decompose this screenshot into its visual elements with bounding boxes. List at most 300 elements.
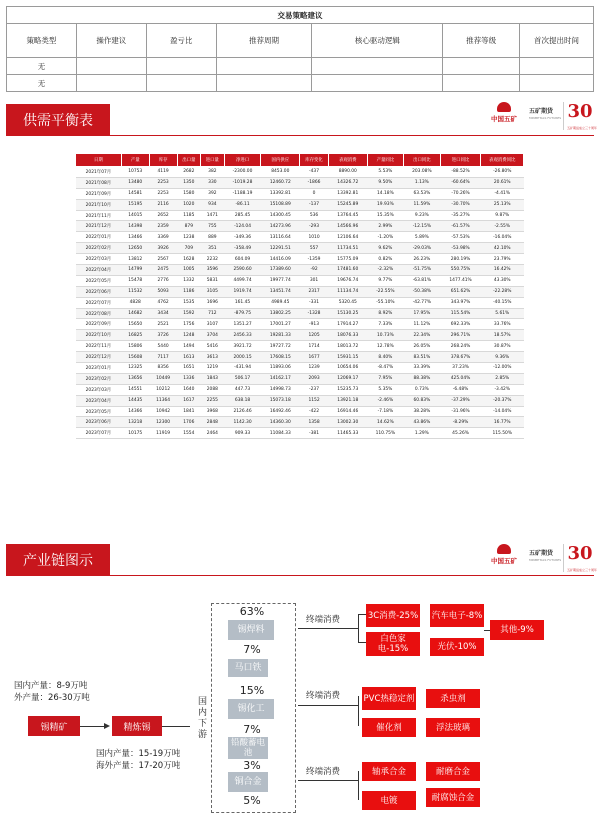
value-cell: 11084.33 — [261, 428, 300, 439]
value-cell: -22.28% — [481, 286, 524, 297]
end-3c-consumer: 3C消费-25% — [366, 604, 420, 627]
value-cell: 2.99% — [367, 221, 404, 232]
value-cell: 26.23% — [404, 254, 441, 265]
value-cell: 2652 — [149, 210, 177, 221]
value-cell: 378.67% — [440, 352, 481, 363]
value-cell: -60.64% — [440, 177, 481, 188]
value-cell: 14300.45 — [261, 210, 300, 221]
table-row — [76, 363, 524, 374]
value-cell: -42.77% — [404, 297, 441, 308]
date-cell: 2021年07月 — [76, 167, 122, 178]
value-cell: 19676.74 — [328, 275, 367, 286]
value-cell: 1617 — [177, 395, 201, 406]
value-cell: 26.05% — [404, 341, 441, 352]
value-cell: -1.20% — [367, 232, 404, 243]
value-cell: -61.57% — [440, 221, 481, 232]
table-row — [76, 297, 524, 308]
value-cell: -26.80% — [481, 167, 524, 178]
connector-line — [298, 628, 358, 629]
value-cell: 11465.33 — [328, 428, 367, 439]
value-cell: 17608.15 — [261, 352, 300, 363]
value-cell: 161.45 — [224, 297, 261, 308]
value-cell: 11919 — [149, 428, 177, 439]
value-cell: -31.96% — [440, 406, 481, 417]
value-cell: 60.83% — [404, 395, 441, 406]
value-cell: -422 — [300, 406, 329, 417]
value-cell: -381 — [300, 428, 329, 439]
node-tinplate: 马口铁 — [228, 659, 268, 677]
value-cell: 15.35% — [367, 210, 404, 221]
value-cell: 3434 — [149, 308, 177, 319]
strategy-cell — [312, 58, 443, 75]
value-cell: 1843 — [201, 373, 225, 384]
value-cell: 709 — [177, 243, 201, 254]
value-cell: 5.61% — [481, 308, 524, 319]
value-cell: 14273.96 — [261, 221, 300, 232]
value-cell: -2.32% — [367, 265, 404, 276]
strategy-cell — [312, 75, 443, 92]
value-cell: 14326.72 — [328, 177, 367, 188]
value-cell: -293 — [300, 221, 329, 232]
end-use-label: 终端消费 — [306, 767, 341, 777]
table-row — [76, 406, 524, 417]
value-cell: 16.42% — [481, 265, 524, 276]
end-bearing-alloy: 轴承合金 — [362, 762, 416, 781]
value-cell: 3926 — [149, 243, 177, 254]
value-cell: -88.52% — [440, 167, 481, 178]
value-cell: 16.77% — [481, 417, 524, 428]
value-cell: -137 — [300, 199, 329, 210]
strategy-cell: 无 — [7, 75, 77, 92]
end-photovoltaic: 光伏-10% — [430, 638, 484, 656]
value-cell: 11734.51 — [328, 243, 367, 254]
date-cell: 2022年08月 — [76, 308, 122, 319]
value-cell: 15245.89 — [328, 199, 367, 210]
value-cell: 1714 — [300, 341, 329, 352]
mine-domestic-output: 国内产量：8-9万吨 — [14, 681, 88, 691]
value-cell: 2590.60 — [224, 265, 261, 276]
value-cell: 22.34% — [404, 330, 441, 341]
date-cell: 2023年01月 — [76, 363, 122, 374]
date-cell: 2021年10月 — [76, 199, 122, 210]
value-cell: 2359 — [149, 221, 177, 232]
value-cell: 45.26% — [440, 428, 481, 439]
value-cell: -51.75% — [404, 265, 441, 276]
value-cell: 43.86% — [404, 417, 441, 428]
value-cell: 2456.33 — [224, 330, 261, 341]
table-row — [76, 254, 524, 265]
value-cell: 14799 — [121, 265, 149, 276]
value-cell: 3968 — [201, 406, 225, 417]
value-cell: 13921.18 — [328, 395, 367, 406]
value-cell: 12.78% — [367, 341, 404, 352]
value-cell: 9.77% — [367, 275, 404, 286]
date-cell: 2022年02月 — [76, 243, 122, 254]
value-cell: 13812 — [121, 254, 149, 265]
value-cell: 1186 — [177, 286, 201, 297]
logo-group — [483, 540, 598, 584]
value-cell: 110.75% — [367, 428, 404, 439]
value-cell: 2475 — [149, 265, 177, 276]
end-other: 其他-9% — [490, 620, 544, 640]
value-cell: 4499.74 — [224, 275, 261, 286]
connector-line — [358, 642, 366, 643]
value-cell: -879.75 — [224, 308, 261, 319]
value-cell: 1696 — [201, 297, 225, 308]
table-row — [76, 265, 524, 276]
value-cell: 8453.00 — [261, 167, 300, 178]
value-cell: 12300 — [149, 417, 177, 428]
value-cell: -50.38% — [404, 286, 441, 297]
value-cell: 4828 — [121, 297, 149, 308]
value-cell: 37.23% — [440, 363, 481, 374]
value-cell: 1005 — [177, 265, 201, 276]
value-cell: 692.33% — [440, 319, 481, 330]
end-white-goods: 白色家电-15% — [366, 632, 420, 656]
mine-overseas-output: 外产量：26-30万吨 — [14, 693, 90, 703]
table-row — [76, 373, 524, 384]
value-cell: 1494 — [177, 341, 201, 352]
date-cell: 2023年03月 — [76, 384, 122, 395]
futures-sub: MINMETALS FUTURES — [529, 558, 562, 562]
supply-demand-table — [75, 153, 524, 439]
end-float-glass: 浮法玻璃 — [426, 718, 480, 737]
column-header: 产量同比 — [367, 154, 404, 167]
value-cell: -431.94 — [224, 363, 261, 374]
value-cell: 18013.72 — [328, 341, 367, 352]
value-cell: 1010 — [300, 232, 329, 243]
section-title-chain: 产业链图示 — [6, 544, 110, 576]
end-pvc-stabilizer: PVC热稳定剂 — [362, 687, 416, 710]
value-cell: 38.28% — [404, 406, 441, 417]
value-cell: 115.54% — [440, 308, 481, 319]
value-cell: 1142.30 — [224, 417, 261, 428]
table-row — [76, 221, 524, 232]
end-auto-electronics: 汽车电子-8% — [430, 604, 484, 627]
tin-concentrate-node: 锡精矿 — [28, 716, 80, 736]
strategy-header: 盈亏比 — [146, 24, 216, 58]
value-cell: -2300.00 — [224, 167, 261, 178]
strategy-table — [6, 6, 594, 92]
end-use-label: 终端消费 — [306, 691, 341, 701]
date-cell: 2022年01月 — [76, 232, 122, 243]
value-cell: 392 — [201, 188, 225, 199]
value-cell: -55.10% — [367, 297, 404, 308]
table-row — [76, 243, 524, 254]
value-cell: 301 — [300, 275, 329, 286]
connector-line — [358, 771, 359, 800]
value-cell: -29.03% — [404, 243, 441, 254]
end-electroplating: 电镀 — [362, 791, 416, 810]
futures-name: 五矿期货 — [529, 550, 554, 557]
value-cell: -12.15% — [404, 221, 441, 232]
value-cell: 13802.25 — [261, 308, 300, 319]
table-row — [76, 286, 524, 297]
logo-group — [483, 98, 598, 142]
table-row — [76, 210, 524, 221]
date-cell: 2023年05月 — [76, 406, 122, 417]
value-cell: -86.11 — [224, 199, 261, 210]
value-cell: -14.04% — [481, 406, 524, 417]
value-cell: 1554 — [177, 428, 201, 439]
value-cell: 5440 — [149, 341, 177, 352]
value-cell: 3613 — [201, 352, 225, 363]
value-cell: 11532 — [121, 286, 149, 297]
value-cell: 3704 — [201, 330, 225, 341]
value-cell: 2776 — [149, 275, 177, 286]
value-cell: 13764.45 — [328, 210, 367, 221]
value-cell: 42.10% — [481, 243, 524, 254]
value-cell: 203.08% — [404, 167, 441, 178]
value-cell: 14.62% — [367, 417, 404, 428]
value-cell: 63.53% — [404, 188, 441, 199]
strategy-cell — [146, 75, 216, 92]
table-row — [76, 428, 524, 439]
downstream-label: 国内下游 — [198, 697, 208, 740]
value-cell: 1205 — [300, 330, 329, 341]
value-cell: 351 — [201, 243, 225, 254]
logo-separator — [563, 102, 564, 130]
value-cell: -40.15% — [481, 297, 524, 308]
value-cell: 909.33 — [224, 428, 261, 439]
value-cell: 2848 — [201, 417, 225, 428]
value-cell: 1592 — [177, 308, 201, 319]
value-cell: 4989.45 — [261, 297, 300, 308]
table-row — [76, 395, 524, 406]
value-cell: -1019.28 — [224, 177, 261, 188]
value-cell: 19281.33 — [261, 330, 300, 341]
value-cell: -8.47% — [367, 363, 404, 374]
value-cell: 1477.41% — [440, 275, 481, 286]
value-cell: 14366 — [121, 406, 149, 417]
value-cell: 1.29% — [404, 428, 441, 439]
value-cell: -35.27% — [440, 210, 481, 221]
value-cell: 19.93% — [367, 199, 404, 210]
value-cell: -3.42% — [481, 384, 524, 395]
value-cell: 5416 — [201, 341, 225, 352]
node-copper-alloy: 铜合金 — [228, 772, 268, 792]
value-cell: 3726 — [149, 330, 177, 341]
minmetals-name: 中国五矿 — [491, 557, 517, 565]
value-cell: 2253 — [149, 177, 177, 188]
value-cell: 11893.06 — [261, 363, 300, 374]
value-cell: 13480 — [121, 177, 149, 188]
value-cell: 12291.51 — [261, 243, 300, 254]
strategy-cell — [443, 58, 520, 75]
table-row — [76, 352, 524, 363]
value-cell: 2093 — [300, 373, 329, 384]
table-row — [76, 341, 524, 352]
value-cell: 1239 — [300, 363, 329, 374]
value-cell: 16825 — [121, 330, 149, 341]
connector-line — [358, 696, 359, 726]
value-cell: 7117 — [149, 352, 177, 363]
value-cell: 15608 — [121, 352, 149, 363]
value-cell: 1756 — [177, 319, 201, 330]
value-cell: 712 — [201, 308, 225, 319]
table-row — [7, 58, 594, 75]
value-cell: 14162.17 — [261, 373, 300, 384]
date-cell: 2023年07月 — [76, 428, 122, 439]
value-cell: 83.51% — [404, 352, 441, 363]
value-cell: 15108.89 — [261, 199, 300, 210]
value-cell: 5831 — [201, 275, 225, 286]
table-row — [76, 319, 524, 330]
strategy-header: 推荐等级 — [443, 24, 520, 58]
minmetals-emblem-icon — [497, 544, 511, 554]
value-cell: 16914.46 — [328, 406, 367, 417]
value-cell: 15931.15 — [328, 352, 367, 363]
date-cell: 2021年12月 — [76, 221, 122, 232]
value-cell: 2682 — [177, 167, 201, 178]
connector-line — [358, 614, 359, 642]
value-cell: 9.50% — [367, 177, 404, 188]
value-cell: -124.04 — [224, 221, 261, 232]
value-cell: 15775.09 — [328, 254, 367, 265]
value-cell: 14998.73 — [261, 384, 300, 395]
value-cell: 115.50% — [481, 428, 524, 439]
table-row — [7, 75, 594, 92]
value-cell: 447.73 — [224, 384, 261, 395]
node-lead-acid-battery: 铅酸蓄电池 — [228, 737, 268, 759]
anniversary-tag: 五矿期货成立三十周年 — [567, 568, 598, 572]
value-cell: 13656 — [121, 373, 149, 384]
value-cell: 33.76% — [481, 319, 524, 330]
value-cell: 382 — [201, 167, 225, 178]
strategy-cell — [216, 58, 312, 75]
value-cell: 1185 — [177, 210, 201, 221]
table-row — [76, 275, 524, 286]
value-cell: 1677 — [300, 352, 329, 363]
value-cell: 43.30% — [481, 275, 524, 286]
column-header: 出口同比 — [404, 154, 441, 167]
value-cell: 13218 — [121, 417, 149, 428]
date-cell: 2022年07月 — [76, 297, 122, 308]
value-cell: -349.36 — [224, 232, 261, 243]
column-header: 出口量 — [177, 154, 201, 167]
date-cell: 2022年09月 — [76, 319, 122, 330]
value-cell: 1350 — [177, 177, 201, 188]
value-cell: 550.75% — [440, 265, 481, 276]
value-cell: 9.62% — [367, 243, 404, 254]
node-solder: 锡焊料 — [228, 620, 274, 640]
value-cell: -70.26% — [440, 188, 481, 199]
value-cell: -358.49 — [224, 243, 261, 254]
value-cell: 13116.64 — [261, 232, 300, 243]
strategy-cell — [76, 75, 146, 92]
value-cell: 18076.33 — [328, 330, 367, 341]
value-cell: 17389.60 — [261, 265, 300, 276]
value-cell: -237 — [300, 384, 329, 395]
value-cell: 25.13% — [481, 199, 524, 210]
value-cell: -53.98% — [440, 243, 481, 254]
value-cell: 638.18 — [224, 395, 261, 406]
value-cell: 5093 — [149, 286, 177, 297]
value-cell: 14581 — [121, 188, 149, 199]
value-cell: -16.04% — [481, 232, 524, 243]
strategy-cell — [520, 75, 594, 92]
value-cell: 15130.25 — [328, 308, 367, 319]
value-cell: 11.59% — [404, 199, 441, 210]
value-cell: 14435 — [121, 395, 149, 406]
column-header: 国内供应 — [261, 154, 300, 167]
minmetals-logo — [483, 102, 525, 123]
value-cell: 10175 — [121, 428, 149, 439]
column-header: 日期 — [76, 154, 122, 167]
value-cell: 1471 — [201, 210, 225, 221]
column-header: 净进口 — [224, 154, 261, 167]
column-header: 表观消费 — [328, 154, 367, 167]
date-cell: 2021年11月 — [76, 210, 122, 221]
value-cell: 10.73% — [367, 330, 404, 341]
value-cell: -92 — [300, 265, 329, 276]
value-cell: 5320.45 — [328, 297, 367, 308]
date-cell: 2023年02月 — [76, 373, 122, 384]
value-cell: 557 — [300, 243, 329, 254]
value-cell: 10212 — [149, 384, 177, 395]
value-cell: 1332 — [177, 275, 201, 286]
value-cell: 10942 — [149, 406, 177, 417]
value-cell: 2567 — [149, 254, 177, 265]
strategy-cell — [76, 58, 146, 75]
value-cell: -37.29% — [440, 395, 481, 406]
value-cell: 268.24% — [440, 341, 481, 352]
value-cell: -1866 — [300, 177, 329, 188]
strategy-title: 交易策略建议 — [7, 7, 594, 24]
futures-name: 五矿期货 — [529, 108, 554, 115]
value-cell: 1336 — [177, 373, 201, 384]
value-cell: 30.87% — [481, 341, 524, 352]
minmetals-logo — [483, 544, 525, 565]
value-cell: 1628 — [177, 254, 201, 265]
value-cell: -331 — [300, 297, 329, 308]
strategy-header: 操作建议 — [76, 24, 146, 58]
date-cell: 2022年11月 — [76, 341, 122, 352]
share-other: 5% — [243, 794, 261, 807]
value-cell: 2253 — [149, 188, 177, 199]
value-cell: 2116 — [149, 199, 177, 210]
value-cell: 13392.81 — [328, 188, 367, 199]
value-cell: 15235.73 — [328, 384, 367, 395]
refined-overseas-output: 海外产量：17-20万吨 — [96, 761, 181, 771]
value-cell: 17914.27 — [328, 319, 367, 330]
table-row — [76, 199, 524, 210]
connector-line — [358, 614, 366, 615]
table-row — [76, 308, 524, 319]
column-header: 库存 — [149, 154, 177, 167]
column-header: 产量 — [121, 154, 149, 167]
end-pesticide: 杀虫剂 — [426, 689, 480, 708]
value-cell: 1152 — [300, 395, 329, 406]
value-cell: 13451.74 — [261, 286, 300, 297]
date-cell: 2021年09月 — [76, 188, 122, 199]
value-cell: 285.45 — [224, 210, 261, 221]
value-cell: 14566.96 — [328, 221, 367, 232]
strategy-header: 首次提出时间 — [520, 24, 594, 58]
value-cell: 14551 — [121, 384, 149, 395]
value-cell: -6.48% — [440, 384, 481, 395]
value-cell: 3596 — [201, 265, 225, 276]
value-cell: 15806 — [121, 341, 149, 352]
value-cell: -12.00% — [481, 363, 524, 374]
value-cell: 8356 — [149, 363, 177, 374]
value-cell: 14416.09 — [261, 254, 300, 265]
value-cell: 755 — [201, 221, 225, 232]
value-cell: -2.55% — [481, 221, 524, 232]
value-cell: -1188.19 — [224, 188, 261, 199]
date-cell: 2022年03月 — [76, 254, 122, 265]
value-cell: 889 — [201, 232, 225, 243]
